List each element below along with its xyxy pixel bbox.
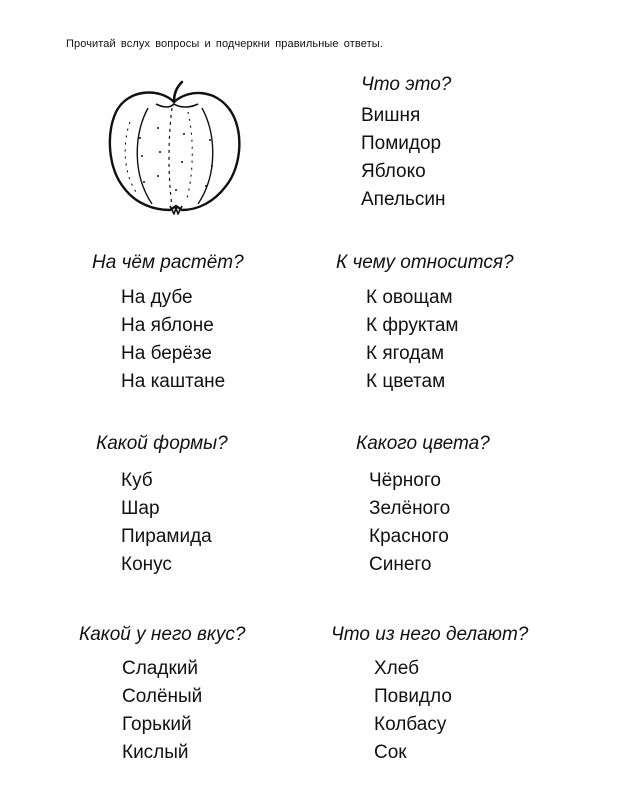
- instruction-text: Прочитай вслух вопросы и подчеркни правильные ответы.: [66, 38, 383, 50]
- option-color[interactable]: Синего: [369, 554, 432, 575]
- options-grows-on: [121, 284, 225, 396]
- options-what-is-it: [361, 102, 446, 214]
- question-category: К чему относится?: [336, 252, 514, 273]
- options-category: [366, 284, 458, 396]
- option-shape[interactable]: Пирамида: [121, 526, 212, 547]
- option-what-is-it[interactable]: Яблоко: [361, 161, 426, 182]
- option-color[interactable]: Чёрного: [369, 470, 441, 491]
- option-grows-on[interactable]: На яблоне: [121, 315, 214, 336]
- options-shape: [121, 467, 212, 579]
- option-grows-on[interactable]: На дубе: [121, 287, 193, 308]
- option-made-from[interactable]: Сок: [374, 742, 407, 763]
- question-grows-on: На чём растёт?: [92, 252, 244, 273]
- option-made-from[interactable]: Повидло: [374, 686, 452, 707]
- option-color[interactable]: Красного: [369, 526, 449, 547]
- question-taste: Какой у него вкус?: [79, 624, 246, 645]
- option-category[interactable]: К цветам: [366, 371, 446, 392]
- option-category[interactable]: К фруктам: [366, 315, 459, 336]
- options-made-from: [374, 655, 452, 767]
- options-color: [369, 467, 450, 579]
- option-shape[interactable]: Куб: [121, 470, 153, 491]
- question-made-from: Что из него делают?: [331, 624, 529, 645]
- option-taste[interactable]: Сладкий: [122, 658, 198, 679]
- option-shape[interactable]: Шар: [121, 498, 160, 519]
- option-category[interactable]: К ягодам: [366, 343, 445, 364]
- option-taste[interactable]: Солёный: [122, 686, 203, 707]
- question-what-is-it: Что это?: [361, 74, 452, 95]
- question-color: Какого цвета?: [356, 433, 490, 454]
- question-shape: Какой формы?: [96, 433, 228, 454]
- option-taste[interactable]: Горький: [122, 714, 192, 735]
- option-what-is-it[interactable]: Помидор: [361, 133, 442, 154]
- option-taste[interactable]: Кислый: [122, 742, 189, 763]
- option-what-is-it[interactable]: Апельсин: [361, 189, 446, 210]
- option-grows-on[interactable]: На каштане: [121, 371, 226, 392]
- option-what-is-it[interactable]: Вишня: [361, 105, 421, 126]
- apple-illustration: [100, 78, 250, 218]
- option-made-from[interactable]: Хлеб: [374, 658, 419, 679]
- option-category[interactable]: К овощам: [366, 287, 453, 308]
- option-shape[interactable]: Конус: [121, 554, 172, 575]
- option-color[interactable]: Зелёного: [369, 498, 451, 519]
- option-made-from[interactable]: Колбасу: [374, 714, 447, 735]
- options-taste: [122, 655, 202, 767]
- option-grows-on[interactable]: На берёзе: [121, 343, 213, 364]
